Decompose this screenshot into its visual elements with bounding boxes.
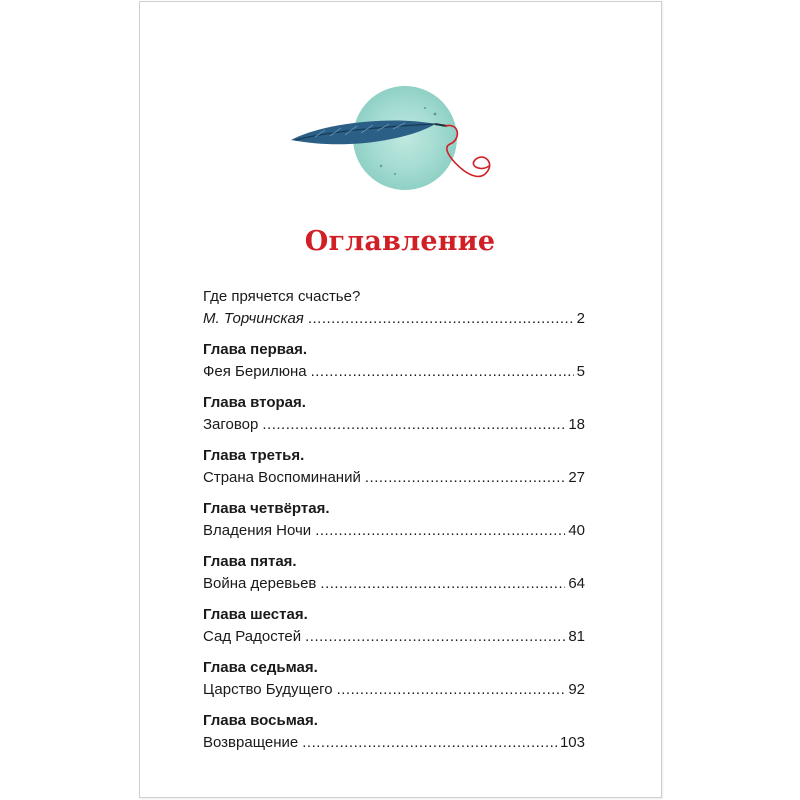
toc-entry-heading: Глава первая. [203, 341, 308, 358]
toc-entry-line [203, 361, 585, 383]
toc-page-number: 5 [576, 363, 585, 380]
toc-entry-heading: Глава седьмая. [203, 659, 318, 676]
toc-entry-line [203, 732, 585, 754]
toc-entry-line [203, 414, 585, 436]
quill-feather-icon [285, 82, 525, 202]
toc-entry-title: Война деревьев [203, 575, 317, 592]
toc-page-number: 92 [568, 681, 585, 698]
toc-entry [203, 445, 585, 489]
toc-entry-line [203, 520, 585, 542]
toc-entry-heading: Глава пятая. [203, 553, 297, 570]
toc-entry [203, 498, 585, 542]
dot-leader [315, 520, 565, 542]
toc-page-number: 27 [568, 469, 585, 486]
dot-leader [302, 732, 557, 754]
dot-leader [320, 573, 565, 595]
toc-entry-title: Сад Радостей [203, 628, 302, 645]
toc-entry-heading: Глава четвёртая. [203, 500, 330, 517]
toc-entry-line [203, 626, 585, 648]
toc-page-number: 103 [559, 734, 585, 751]
toc-entry-heading: Глава шестая. [203, 606, 308, 623]
toc-entry [203, 286, 585, 330]
toc-entry [203, 657, 585, 701]
toc-page-number: 81 [568, 628, 585, 645]
toc-entry-title: Возвращение [203, 734, 299, 751]
toc-entry-heading: Глава восьмая. [203, 712, 318, 729]
toc-page-number: 40 [568, 522, 585, 539]
toc-page-number: 64 [568, 575, 585, 592]
toc-page-number: 2 [576, 310, 585, 327]
toc-entry-title: Страна Воспоминаний [203, 469, 361, 486]
toc-entry-line [203, 308, 585, 330]
toc-entry [203, 604, 585, 648]
toc-entry [203, 551, 585, 595]
toc-entry-line [203, 679, 585, 701]
dot-leader [311, 361, 574, 383]
toc-entry-title: Царство Будущего [203, 681, 333, 698]
toc-title: Оглавление [304, 226, 496, 257]
toc-entry-heading: Глава третья. [203, 447, 305, 464]
toc-entry-heading: Глава вторая. [203, 394, 306, 411]
dot-leader [262, 414, 565, 436]
toc-entry-heading: Где прячется счастье? [203, 288, 361, 305]
toc-entry-title: Владения Ночи [203, 522, 312, 539]
toc-entry-line [203, 573, 585, 595]
dot-leader [337, 679, 566, 701]
toc-entry-title: М. Торчинская [203, 310, 304, 327]
toc-entry [203, 392, 585, 436]
dot-leader [365, 467, 565, 489]
toc-entry [203, 710, 585, 754]
toc-entry-line [203, 467, 585, 489]
toc-entry-title: Фея Берилюна [203, 363, 307, 380]
table-of-contents [203, 286, 585, 763]
dot-leader [308, 308, 574, 330]
dot-leader [305, 626, 565, 648]
toc-entry [203, 339, 585, 383]
toc-entry-title: Заговор [203, 416, 259, 433]
toc-page-number: 18 [568, 416, 585, 433]
